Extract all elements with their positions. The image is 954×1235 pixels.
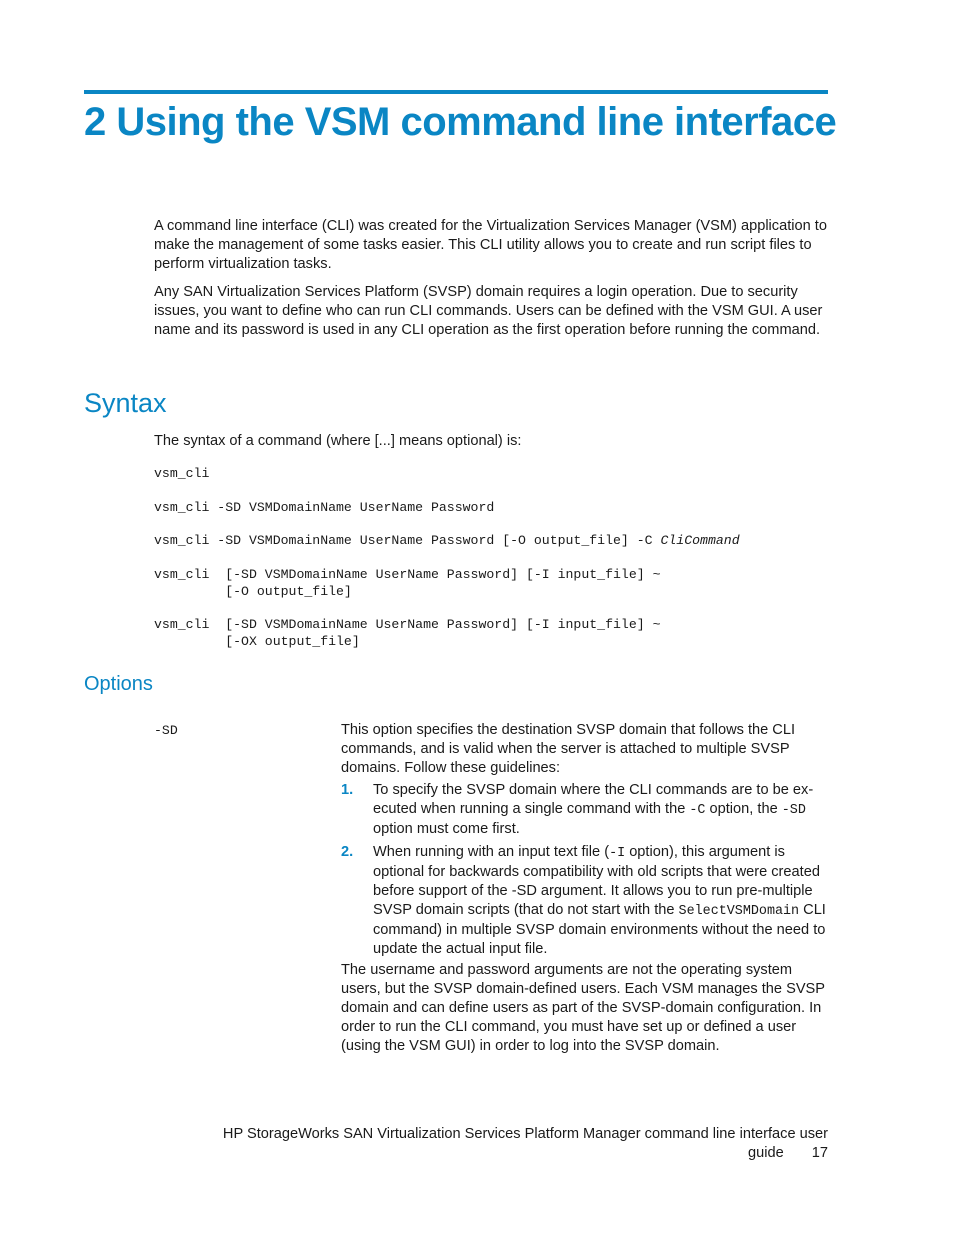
guideline-1-part-1: To specify the SVSP domain where the CLI commands are to be ex- ecuted when running a single command with the (373, 782, 814, 817)
syntax-line-2: vsm_cli -SD VSMDomainName UserName Password (154, 500, 495, 515)
guideline-item-1 (341, 781, 831, 839)
syntax-line-3-clicommand: CliCommand (660, 533, 740, 548)
option-closing (341, 961, 831, 1056)
syntax-intro: The syntax of a command (where [...] means optional) is: (154, 433, 522, 449)
option-term-sd: -SD (154, 723, 178, 738)
guideline-number-1: 1. (341, 782, 354, 798)
guideline-1-code-c: -C (689, 803, 706, 818)
chapter-rule (84, 90, 828, 94)
guideline-text-2 (373, 843, 831, 959)
syntax-line-5: vsm_cli [-SD VSMDomainName UserName Password] [-I input_file] ~ [-OX output_file] (154, 617, 661, 649)
syntax-heading: Syntax (84, 388, 167, 418)
syntax-line-4: vsm_cli [-SD VSMDomainName UserName Password] [-I input_file] ~ [-O output_file] (154, 567, 661, 599)
options-heading: Options (84, 673, 153, 695)
guideline-1-part-3: option must come first. (373, 821, 520, 837)
guideline-number-2: 2. (341, 844, 354, 860)
syntax-line-3 (154, 532, 740, 549)
syntax-line-3-prefix: vsm_cli -SD VSMDomainName UserName Password [-O output_file] -C (154, 533, 661, 548)
option-closing-text: The username and password arguments are not the operating system users, but the SVSP domain-defined users. Each VSM manages the SVSP domain and can define users as part of the SVSP-domain configuration. In order to run the CLI command, you must have set up or defined a user (using the VSM GUI) in order to log into the SVSP domain. (341, 962, 825, 1054)
intro-paragraph-1: A command line interface (CLI) was created for the Virtualization Services Manager (VSM) application to make the management of some tasks easier. This CLI utility allows you to create and run script files to perform virtualization tasks. (154, 218, 827, 272)
page-number: 17 (811, 1145, 828, 1161)
chapter-title: 2 Using the VSM command line interface (84, 100, 837, 144)
guideline-2-code-selectvsmdomain: SelectVSMDomain (678, 904, 800, 919)
intro-paragraph-2: Any SAN Virtualization Services Platform (SVSP) domain requires a login operation. Due to security issues, you want to define who can run CLI commands. Users can be defined with the VSM GUI. A user name and its password is used in any CLI operation as the first operation before running the command. (154, 284, 823, 338)
option-description-text: This option specifies the destination SVSP domain that follows the CLI commands, and is valid when the server is attached to multiple SVSP domains. Follow these guidelines: (341, 722, 796, 776)
option-description (341, 721, 831, 778)
page-footer (188, 1125, 828, 1163)
syntax-line-1: vsm_cli (154, 466, 210, 481)
guideline-1-part-2: option, the (705, 801, 782, 817)
guideline-2-code-i: -I (609, 846, 626, 861)
guideline-2-part-2: option), this argument is optional for backwards compatibility with old scripts that were created before support of the -SD argument. It allows you to run pre-multiple SVSP domain scripts (that do not start with the (373, 844, 820, 918)
guideline-2-part-1: When running with an input text file ( (373, 844, 610, 860)
guideline-item-2 (341, 843, 831, 959)
guideline-text-1 (373, 781, 831, 839)
guideline-2-part-3: CLI command) in multiple SVSP domain environments without the need to update the actual input file. (373, 902, 826, 957)
guideline-1-code-sd: -SD (781, 803, 806, 818)
footer-doc-title: HP StorageWorks SAN Virtualization Services Platform Manager command line interface user guide (222, 1126, 828, 1161)
